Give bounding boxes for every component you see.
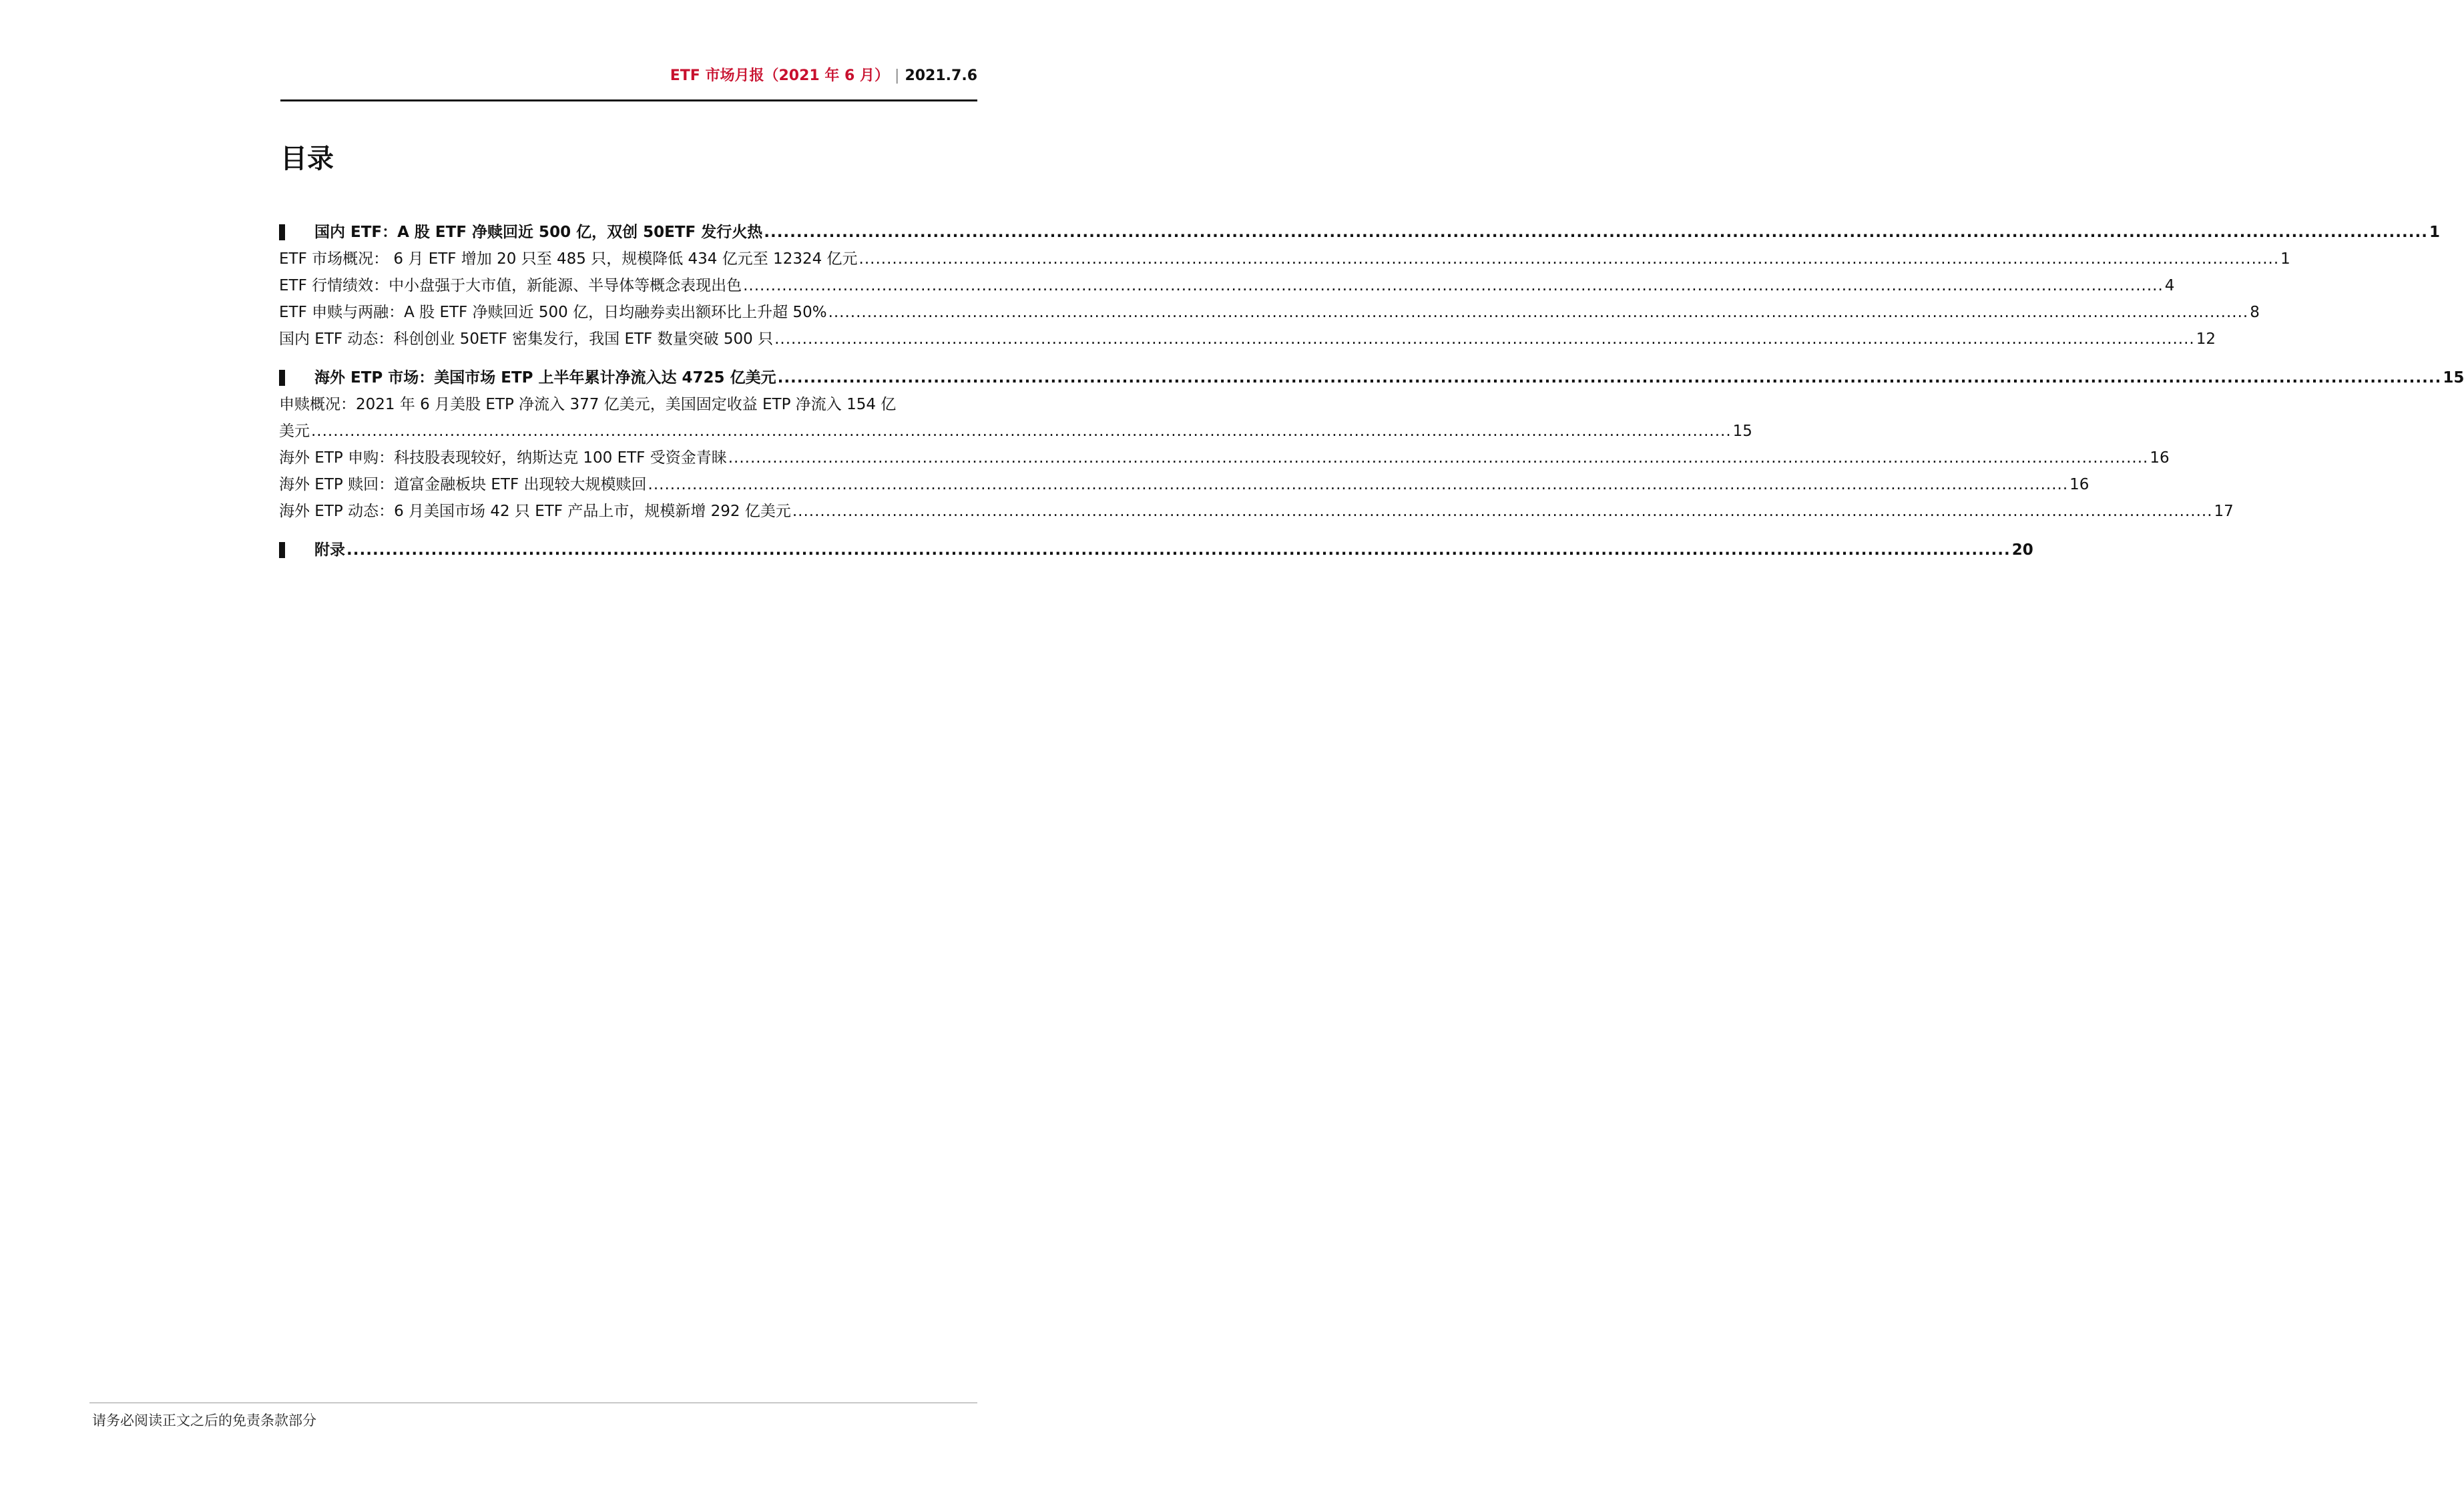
toc-leader bbox=[764, 219, 2428, 246]
toc-leader bbox=[311, 418, 1732, 445]
toc-item-subscription-margin[interactable] bbox=[279, 299, 2260, 326]
toc-item-flows-overview[interactable] bbox=[279, 391, 1752, 445]
table-of-contents bbox=[279, 219, 2464, 563]
section-bullet-icon bbox=[279, 542, 285, 558]
toc-section-domestic-etf[interactable] bbox=[279, 219, 2440, 246]
toc-page-number: 12 bbox=[2196, 330, 2216, 348]
toc-item-label-line2: 美元 bbox=[279, 423, 310, 440]
disclaimer-note: 请务必阅读正文之后的免责条款部分 bbox=[92, 1413, 316, 1429]
toc-page-number: 1 bbox=[2280, 250, 2290, 268]
toc-page-number: 20 bbox=[2011, 541, 2033, 559]
toc-page-number: 15 bbox=[1732, 423, 1752, 440]
report-title: ETF 市场月报（2021 年 6 月） bbox=[670, 67, 890, 84]
toc-section-overseas-etp[interactable] bbox=[279, 364, 2464, 391]
toc-section-label: 海外 ETP 市场：美国市场 ETP 上半年累计净流入达 4725 亿美元 bbox=[314, 369, 776, 387]
report-date: 2021.7.6 bbox=[905, 67, 977, 84]
section-bullet-icon bbox=[279, 370, 285, 386]
toc-section-label: 附录 bbox=[314, 541, 345, 559]
toc-item-label: ETF 行情绩效：中小盘强于大市值，新能源、半导体等概念表现出色 bbox=[279, 277, 742, 294]
toc-section-appendix[interactable] bbox=[279, 537, 2033, 563]
page-header bbox=[670, 64, 977, 85]
toc-page-number: 15 bbox=[2443, 369, 2464, 387]
toc-item-label-line1: 申赎概况：2021 年 6 月美股 ETP 净流入 377 亿美元，美国固定收益 ETP 净流入 154 亿 bbox=[279, 396, 897, 413]
toc-leader bbox=[346, 537, 2011, 563]
header-divider bbox=[280, 99, 977, 101]
toc-page-number: 17 bbox=[2214, 503, 2234, 520]
toc-item-overseas-subscriptions[interactable] bbox=[279, 445, 2170, 471]
toc-heading: 目录 bbox=[280, 144, 334, 174]
toc-page-number: 16 bbox=[2150, 449, 2170, 467]
toc-item-performance[interactable] bbox=[279, 272, 2175, 299]
toc-leader bbox=[778, 364, 2442, 391]
toc-section-label: 国内 ETF：A 股 ETF 净赎回近 500 亿，双创 50ETF 发行火热 bbox=[314, 224, 763, 241]
toc-leader bbox=[792, 498, 2213, 525]
toc-item-label: ETF 申赎与两融：A 股 ETF 净赎回近 500 亿，日均融券卖出额环比上升超 50% bbox=[279, 304, 827, 321]
toc-leader bbox=[743, 272, 2164, 299]
toc-leader bbox=[774, 326, 2195, 352]
toc-item-overseas-redemptions[interactable] bbox=[279, 471, 2089, 498]
toc-leader bbox=[728, 445, 2149, 471]
toc-leader bbox=[828, 299, 2249, 326]
toc-item-label: 海外 ETP 申购：科技股表现较好，纳斯达克 100 ETF 受资金青睐 bbox=[279, 449, 727, 467]
toc-item-label: 国内 ETF 动态：科创创业 50ETF 密集发行，我国 ETF 数量突破 500 只 bbox=[279, 330, 774, 348]
toc-page-number: 1 bbox=[2429, 224, 2440, 241]
toc-item-overseas-news[interactable] bbox=[279, 498, 2234, 525]
header-separator: | bbox=[895, 67, 900, 84]
toc-leader bbox=[648, 471, 2069, 498]
toc-leader bbox=[859, 246, 2280, 272]
toc-page-number: 8 bbox=[2250, 304, 2260, 321]
toc-page-number: 4 bbox=[2164, 277, 2175, 294]
toc-item-label: 海外 ETP 赎回：道富金融板块 ETF 出现较大规模赎回 bbox=[279, 476, 647, 493]
section-bullet-icon bbox=[279, 224, 285, 240]
toc-item-label: ETF 市场概况： 6 月 ETF 增加 20 只至 485 只，规模降低 434 亿元至 12324 亿元 bbox=[279, 250, 858, 268]
toc-item-domestic-news[interactable] bbox=[279, 326, 2216, 352]
toc-item-label: 海外 ETP 动态：6 月美国市场 42 只 ETF 产品上市，规模新增 292 亿美元 bbox=[279, 503, 791, 520]
toc-page-number: 16 bbox=[2069, 476, 2089, 493]
toc-item-market-overview[interactable] bbox=[279, 246, 2290, 272]
